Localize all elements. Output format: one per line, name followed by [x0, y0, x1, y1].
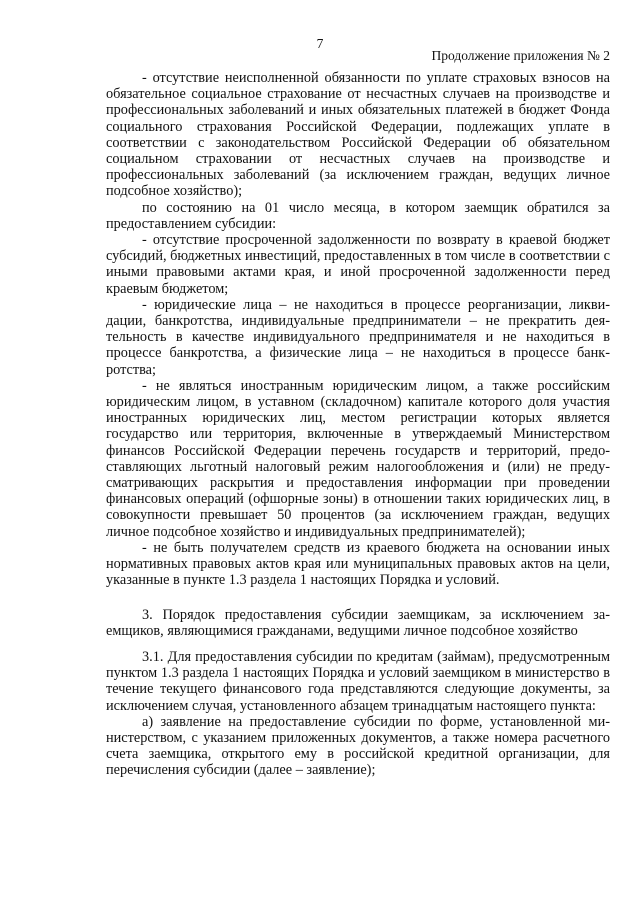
paragraph-no-overdue-debt: - отсутствие просроченной задолженности по возврату в краевой бюджет субсидий, бюджетных инвестиций, предоставленных в том числе в соответствии с иными правовыми актами края, и иной просроченной задолженности перед краевым бюджетом; [106, 232, 610, 297]
paragraph-no-reorganization: - юридические лица – не находиться в процессе реорганизации, ликвидации, банкротства, индивидуальные предприниматели – не прекратить деятельность в качестве индивидуального предпринимателя и не находиться в процессе банкротства, а физические лица – не находиться в процессе банкротства; [106, 296, 610, 378]
section-heading: 3. Порядок предоставления субсидии заемщикам, за исключением заемщиков, являющимися гражданами, ведущими личное подсобное хозяйство [106, 606, 610, 639]
paragraph-3-1: 3.1. Для предоставления субсидии по кредитам (займам), предусмотренным пунктом 1.3 раздела 1 настоящих Порядка и условий заемщиком в министерство в течение текущего финансового года представляются следующие документы, за исключением случая, установленного абзацем тринадцатым настоящего пункта: [106, 648, 610, 714]
paragraph-insurance-debt: - отсутствие неисполненной обязанности по уплате страховых взносов на обязательное социальное страхование от несчастных случаев на производстве и профессиональных заболеваний и иных обязательных платежей в бюджет Фонда социального страхования Российской Федерации, подлежащих уплате в соответствии с законодательством Российской Федерации об обязательном социальном страховании от несчастных случаев на производстве и профессиональных заболеваний (за исключением граждан, ведущих личное подсобное хозяйство); [106, 70, 610, 200]
page-number: 7 [316, 36, 324, 51]
paragraph-not-recipient: - не быть получателем средств из краевого бюджета на основании иных нормативных правовых актов края или муниципальных правовых актов на цели, указанные в пункте 1.3 раздела 1 настоящих Порядка и условий. [106, 539, 610, 589]
appendix-note: Продолжение приложения № 2 [431, 48, 610, 63]
paragraph-not-foreign-entity: - не являться иностранным юридическим лицом, а также российским юридическим лицом, в уставном (складочном) капитале которого доля участия иностранных юридических лиц, местом регистрации которых является государство или территория, включенные в утверждаемый Министерством финансов Российской Федерации перечень государств и территорий, предоставляющих льготный налоговый режим налогообложения и (или) не предусматривающих раскрытия и предоставления информации при проведении финансовых операций (офшорные зоны) в отношении таких юридических лиц, в совокупности превышает 50 процентов (за исключением граждан, ведущих личное подсобное хозяйство и индивидуальных предпринимателей); [106, 377, 610, 540]
paragraph-3-1-a: а) заявление на предоставление субсидии по форме, установленной министерством, с указанием приложенных документов, а также номера расчетного счета заемщика, открытого ему в российской кредитной организации, для перечисления субсидии (далее – заявление); [106, 713, 610, 779]
document-body [106, 70, 610, 779]
paragraph-date-condition: по состоянию на 01 число месяца, в котором заемщик обратился за предоставлением субсидии: [106, 199, 610, 232]
